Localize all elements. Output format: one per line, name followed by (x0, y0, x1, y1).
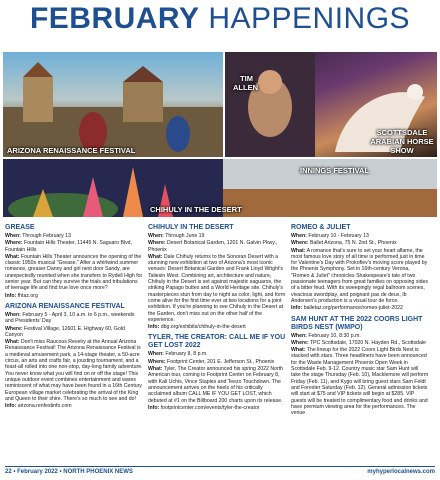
footer-rule (5, 466, 435, 467)
romeo-heading: ROMEO & JULIET (291, 224, 351, 231)
innings-caption: INNINGS FESTIVAL (300, 166, 370, 175)
sam-hunt-heading: SAM HUNT AT THE 2022 COORS LIGHT BIRDS NEST (WMPO) (291, 315, 423, 331)
chihuly-heading: CHIHULY IN THE DESERT (148, 224, 234, 231)
chihuly-where: Where: Desert Botanical Garden, 1201 N. Galvin Pkwy., Phoenix (148, 240, 278, 253)
romeo-where: Where: Ballet Arizona, 75 N. 2nd St., Phoenix (291, 240, 397, 247)
tyler-what: What: Tyler, The Creator announced his spring 2022 North American tour, coming to Footprint Center on February 8, with Kali Uchis, Vince Staples and Teezo Touchdown. The announcement arrives on the heels of his critically acclaimed album CALL ME IF YOU GET LOST, which debuted at #1 on the Billboard 200 charts upon its release. (148, 366, 284, 404)
grease-what: What: Fountain Hills Theater announces the opening of the classic 1950s musical "Grease." After a whirlwind summer romance, greaser Danny and girl next door Sandy, are unexpectedly reunited when she transfers to Rydell High for senior year. But can they survive the trials and tribulations of teenage life and find true love once more? (5, 253, 143, 292)
tyler-info: Info: footprintcenter.com/events/tyler-the-creator (148, 404, 260, 411)
page-number: 22 (5, 469, 12, 475)
tim-allen-caption: TIM ALLEN (233, 74, 258, 92)
page-footer: 22 • February 2022 • NORTH PHOENIX NEWS myhyperlocalnews.com (5, 469, 435, 475)
grease-heading: GREASE (5, 224, 35, 231)
column-2 (148, 224, 286, 415)
renaissance-where: Where: Festival Village, 12601 E. Highway 60, Gold Canyon (5, 325, 125, 338)
grease-where: Where: Fountain Hills Theater, 11445 N. Saguaro Blvd, Fountain Hills (5, 240, 132, 253)
renaissance-info: Info: arizona.renfestinfo.com (5, 403, 72, 410)
tyler-where: Where: Footprint Center, 201 E. Jefferson St., Phoenix (148, 358, 275, 365)
issue-date: February 2022 (17, 469, 58, 475)
chihuly-caption: CHIHULY IN THE DESERT (150, 205, 242, 214)
renaissance-illustration (3, 52, 223, 157)
chihuly-what: What: Dale Chihuly returns to the Sonoran Desert with a stunning new exhibition at two of Arizona's most iconic venues: Desert Botanical Garden and Frank Lloyd Wright's Taliesin West. Combining art, architecture and nature, Chihuly in the Desert is set against majestic saguaros, the striking Papago buttes and a World Heritage site. Chihuly's masterpieces stun from day to night as color, light, and form come alive for the first time ever at two locations for a joint exhibition. If you're planning to see Chihuly in the Desert at the Garden, don't miss out on the other half of the experience. (148, 253, 286, 323)
renaissance-caption: ARIZONA RENAISSANCE FESTIVAL (7, 146, 136, 155)
sam-hunt-where: Where: TPC Scottsdale, 17020 N. Hayden Rd., Scottsdale (291, 339, 426, 346)
romeo-info: Info: balletaz.org/performance/romeo-juliet-2022 (291, 305, 403, 312)
page-title: FEBRUARY HAPPENINGS (29, 2, 411, 35)
column-3 (291, 224, 429, 420)
chihuly-when: When: Through June 19 (148, 233, 205, 239)
grease-info: Info: fhtaz.org (5, 292, 38, 299)
publication-name: NORTH PHOENIX NEWS (63, 469, 133, 475)
renaissance-photo (3, 52, 223, 157)
romeo-what: What: A romance that's sure to set your heart aflame, the most famous love story of all time is performed just in time for Valentine's Day with Prokofiev's moving score played by the Phoenix Symphony. Set in 16th-century Verona, "Romeo & Juliet" chronicles Shakespeare's tale of two passionate teenagers from great families on opposing sides of a bitter feud. With its sweepingly regal ballroom scenes, vivacious swordplay, and poignant pas de deux, Ib Andersen's production is a visual tour de force. (291, 247, 428, 304)
renaissance-when: When: February 5 - April 3, 10 a.m. to 6 p.m., weekends and Presidents' Day (5, 311, 135, 325)
grease-when: When: Through February 13 (5, 233, 71, 239)
tyler-heading: TYLER, THE CREATOR: CALL ME IF YOU GET LOST 2022 (148, 334, 286, 350)
romeo-when: When: February 10 - February 13 (291, 233, 369, 239)
chihuly-info: Info: dbg.org/exhibits/chihuly-in-the-desert (148, 324, 246, 331)
website-link[interactable]: myhyperlocalnews.com (367, 469, 435, 475)
horse-caption: SCOTTSDALE ARABIAN HORSE SHOW (370, 128, 434, 155)
renaissance-heading: ARIZONA RENAISSANCE FESTIVAL (5, 302, 125, 310)
renaissance-what: What: Don't miss Raucous Revelry at the Annual Arizona Renaissance Festival! The Arizona Renaissance Festival is a medieval amusement park, a 14-stage theater, a 50-acre circus, an arts and crafts fair, a jousting tournament, and a feast-all rolled into one non-stop, day-long family adventure. You never know what you will find on or off the stage! This unique outdoor event combines entertainment and wares reminiscent of what may have been found in a 16th Century European village market celebrating the arrival of the King and Queen to their shire. There's so much to see and do! (5, 339, 143, 402)
sam-hunt-what: What: The lineup for the 2022 Coors Light Birds Nest is stacked with stars. Three headliners have been announced for the Waste Management Phoenix Open Week in Scottsdale Feb. 9-12. Country music star Sam Hunt will take the stage Thursday (Feb. 10), Macklemore will perform Friday (Feb. 11), and Kygo will bring guest stars Sam Feldt and Forester Saturday (Feb. 12). General admission tickets will start at $75 and VIP tickets will begin at $285. VIP guests will be treated to complimentary food and drinks and have premium viewing area for the performances. The venue (291, 347, 429, 417)
column-1 (5, 224, 143, 413)
sam-hunt-when: When: February 10, 8:30 p.m. (291, 332, 361, 339)
tyler-when: When: February 8, 8 p.m. (148, 351, 208, 358)
